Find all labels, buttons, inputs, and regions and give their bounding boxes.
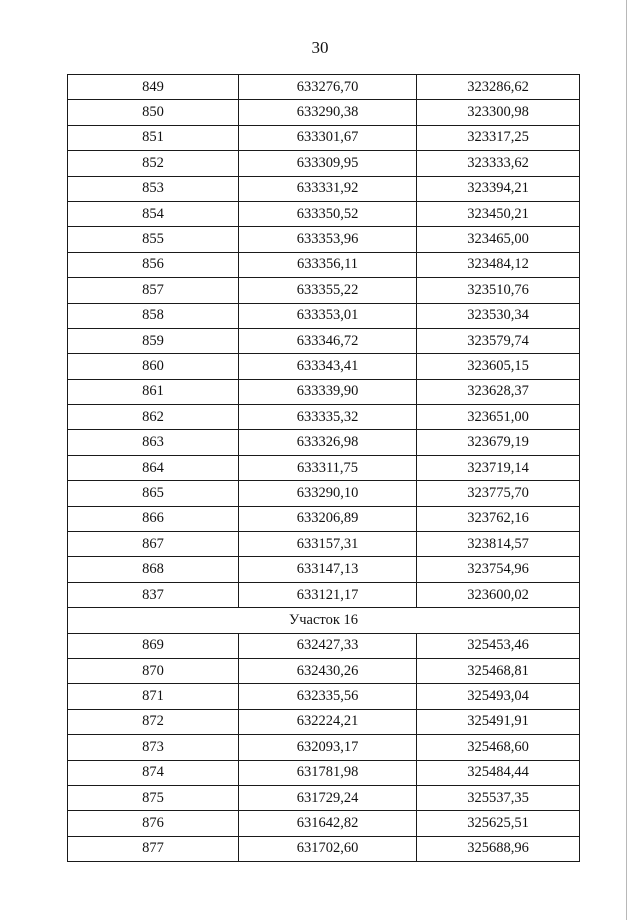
table-row [68,633,580,658]
point-number-cell: 855 [68,227,239,252]
x-coordinate-cell: 633206,89 [239,506,417,531]
x-coordinate-cell: 631781,98 [239,760,417,785]
table-row [68,557,580,582]
y-coordinate-cell: 323814,57 [417,532,580,557]
y-coordinate-cell: 323754,96 [417,557,580,582]
section-title: Участок 16 [68,608,580,633]
table-row [68,75,580,100]
y-coordinate-cell: 325625,51 [417,811,580,836]
y-coordinate-cell: 323394,21 [417,176,580,201]
point-number-cell: 860 [68,354,239,379]
point-number-cell: 866 [68,506,239,531]
point-number-cell: 871 [68,684,239,709]
y-coordinate-cell: 325468,81 [417,658,580,683]
table-row [68,354,580,379]
table-row [68,227,580,252]
y-coordinate-cell: 325688,96 [417,836,580,861]
y-coordinate-cell: 325491,91 [417,709,580,734]
point-number-cell: 864 [68,455,239,480]
table-row [68,100,580,125]
table-row [68,836,580,861]
table-row [68,328,580,353]
y-coordinate-cell: 323333,62 [417,151,580,176]
table-row [68,303,580,328]
y-coordinate-cell: 323762,16 [417,506,580,531]
point-number-cell: 875 [68,785,239,810]
x-coordinate-cell: 633147,13 [239,557,417,582]
x-coordinate-cell: 632224,21 [239,709,417,734]
point-number-cell: 861 [68,379,239,404]
x-coordinate-cell: 633350,52 [239,201,417,226]
table-row [68,735,580,760]
table-row [68,455,580,480]
table-row [68,684,580,709]
y-coordinate-cell: 323530,34 [417,303,580,328]
y-coordinate-cell: 323286,62 [417,75,580,100]
table-row [68,379,580,404]
point-number-cell: 873 [68,735,239,760]
y-coordinate-cell: 323600,02 [417,582,580,607]
x-coordinate-cell: 632430,26 [239,658,417,683]
point-number-cell: 856 [68,252,239,277]
point-number-cell: 868 [68,557,239,582]
y-coordinate-cell: 323605,15 [417,354,580,379]
x-coordinate-cell: 633353,96 [239,227,417,252]
x-coordinate-cell: 633346,72 [239,328,417,353]
x-coordinate-cell: 633356,11 [239,252,417,277]
x-coordinate-cell: 632427,33 [239,633,417,658]
y-coordinate-cell: 323465,00 [417,227,580,252]
y-coordinate-cell: 323484,12 [417,252,580,277]
y-coordinate-cell: 325468,60 [417,735,580,760]
x-coordinate-cell: 633335,32 [239,405,417,430]
x-coordinate-cell: 632335,56 [239,684,417,709]
point-number-cell: 865 [68,481,239,506]
table-row [68,658,580,683]
point-number-cell: 837 [68,582,239,607]
y-coordinate-cell: 323719,14 [417,455,580,480]
x-coordinate-cell: 633290,38 [239,100,417,125]
point-number-cell: 863 [68,430,239,455]
table-row [68,201,580,226]
x-coordinate-cell: 633311,75 [239,455,417,480]
point-number-cell: 870 [68,658,239,683]
table-row [68,481,580,506]
page-edge-line [626,0,627,920]
point-number-cell: 853 [68,176,239,201]
y-coordinate-cell: 325484,44 [417,760,580,785]
coordinates-table [67,74,580,862]
x-coordinate-cell: 633276,70 [239,75,417,100]
y-coordinate-cell: 323510,76 [417,278,580,303]
x-coordinate-cell: 633121,17 [239,582,417,607]
point-number-cell: 849 [68,75,239,100]
y-coordinate-cell: 325493,04 [417,684,580,709]
point-number-cell: 859 [68,328,239,353]
point-number-cell: 872 [68,709,239,734]
x-coordinate-cell: 631702,60 [239,836,417,861]
table-row [68,278,580,303]
x-coordinate-cell: 633353,01 [239,303,417,328]
point-number-cell: 850 [68,100,239,125]
point-number-cell: 874 [68,760,239,785]
table-row [68,430,580,455]
point-number-cell: 851 [68,125,239,150]
x-coordinate-cell: 633309,95 [239,151,417,176]
y-coordinate-cell: 323300,98 [417,100,580,125]
section-header-row [68,608,580,633]
x-coordinate-cell: 633157,31 [239,532,417,557]
x-coordinate-cell: 633326,98 [239,430,417,455]
table-row [68,125,580,150]
table-row [68,582,580,607]
table-row [68,811,580,836]
x-coordinate-cell: 631729,24 [239,785,417,810]
y-coordinate-cell: 323317,25 [417,125,580,150]
page-number: 30 [311,38,329,57]
x-coordinate-cell: 632093,17 [239,735,417,760]
y-coordinate-cell: 325453,46 [417,633,580,658]
y-coordinate-cell: 323775,70 [417,481,580,506]
x-coordinate-cell: 633355,22 [239,278,417,303]
y-coordinate-cell: 323450,21 [417,201,580,226]
point-number-cell: 877 [68,836,239,861]
table-row [68,709,580,734]
y-coordinate-cell: 323628,37 [417,379,580,404]
point-number-cell: 867 [68,532,239,557]
table-row [68,176,580,201]
x-coordinate-cell: 631642,82 [239,811,417,836]
table-row [68,760,580,785]
table-row [68,405,580,430]
table-row [68,532,580,557]
y-coordinate-cell: 323651,00 [417,405,580,430]
x-coordinate-cell: 633290,10 [239,481,417,506]
point-number-cell: 857 [68,278,239,303]
point-number-cell: 869 [68,633,239,658]
point-number-cell: 876 [68,811,239,836]
table-row [68,785,580,810]
y-coordinate-cell: 323579,74 [417,328,580,353]
table-row [68,151,580,176]
point-number-cell: 854 [68,201,239,226]
coordinates-table-body [68,75,580,862]
x-coordinate-cell: 633301,67 [239,125,417,150]
x-coordinate-cell: 633331,92 [239,176,417,201]
point-number-cell: 852 [68,151,239,176]
x-coordinate-cell: 633343,41 [239,354,417,379]
table-row [68,506,580,531]
y-coordinate-cell: 323679,19 [417,430,580,455]
point-number-cell: 858 [68,303,239,328]
y-coordinate-cell: 325537,35 [417,785,580,810]
point-number-cell: 862 [68,405,239,430]
x-coordinate-cell: 633339,90 [239,379,417,404]
table-row [68,252,580,277]
